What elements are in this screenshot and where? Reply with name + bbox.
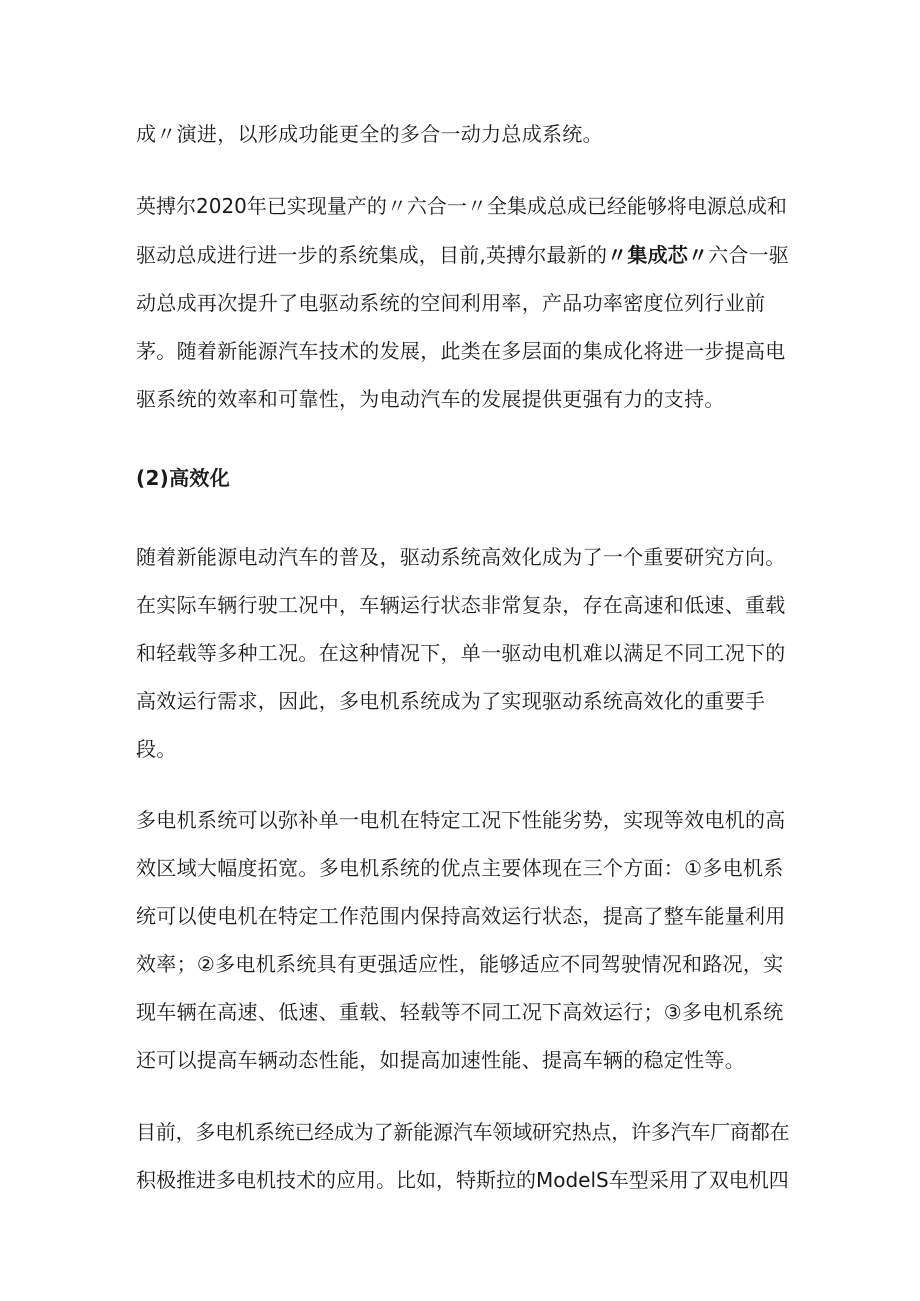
section-heading: (2)高效化 [136, 466, 230, 490]
paragraph-2-line-2 [136, 242, 789, 268]
paragraph-2-emphasis: 〃集成芯〃 [607, 243, 709, 267]
paragraph-5-line-1: 目前，多电机系统已经成为了新能源汽车领域研究热点，许多汽车厂商都在 [136, 1120, 790, 1144]
paragraph-3-line-1: 随着新能源电动汽车的普及，驱动系统高效化成为了一个重要研究方向。 [136, 545, 786, 569]
paragraph-4-line-1: 多电机系统可以弥补单一电机在特定工况下性能劣势，实现等效电机的高 [136, 808, 786, 832]
paragraph-2-line-1: 英搏尔2020年已实现量产的〃六合一〃全集成总成已经能够将电源总成和 [136, 194, 787, 218]
paragraph-3-line-5: 段。 [136, 737, 177, 761]
paragraph-2-line-4: 茅。随着新能源汽车技术的发展，此类在多层面的集成化将进一步提高电 [136, 339, 786, 363]
paragraph-4-line-4: 效率；②多电机系统具有更强适应性，能够适应不同驾驶情况和路况，实 [136, 952, 784, 976]
paragraph-4-line-3: 统可以使电机在特定工作范围内保持高效运行状态，提高了整车能量利用 [136, 904, 786, 928]
paragraph-2-line-2-text-b: 六合一驱 [708, 243, 789, 267]
paragraph-3-line-4: 高效运行需求，因此，多电机系统成为了实现驱动系统高效化的重要手 [136, 689, 766, 713]
paragraph-1-line-1: 成〃演进，以形成功能更全的多合一动力总成系统。 [136, 122, 603, 146]
paragraph-4-line-5: 现车辆在高速、低速、重载、轻载等不同工况下高效运行；③多电机系统 [136, 1000, 784, 1024]
paragraph-2-line-2-text-a: 驱动总成进行进一步的系统集成，目前,英搏尔最新的 [136, 243, 608, 267]
paragraph-3-line-3: 和轻载等多种工况。在这种情况下，单一驱动电机难以满足不同工况下的 [136, 641, 786, 665]
paragraph-4-line-2: 效区域大幅度拓宽。多电机系统的优点主要体现在三个方面：①多电机系 [136, 856, 784, 880]
paragraph-2-line-5: 驱系统的效率和可靠性，为电动汽车的发展提供更强有力的支持。 [136, 387, 725, 411]
paragraph-5-line-2: 积极推进多电机技术的应用。比如，特斯拉的ModelS车型采用了双电机四 [136, 1168, 789, 1192]
paragraph-2-line-3: 动总成再次提升了电驱动系统的空间利用率，产品功率密度位列行业前 [136, 291, 766, 315]
paragraph-3-line-2: 在实际车辆行驶工况中，车辆运行状态非常复杂，存在高速和低速、重载 [136, 593, 786, 617]
paragraph-4-line-6: 还可以提高车辆动态性能，如提高加速性能、提高车辆的稳定性等。 [136, 1048, 745, 1072]
